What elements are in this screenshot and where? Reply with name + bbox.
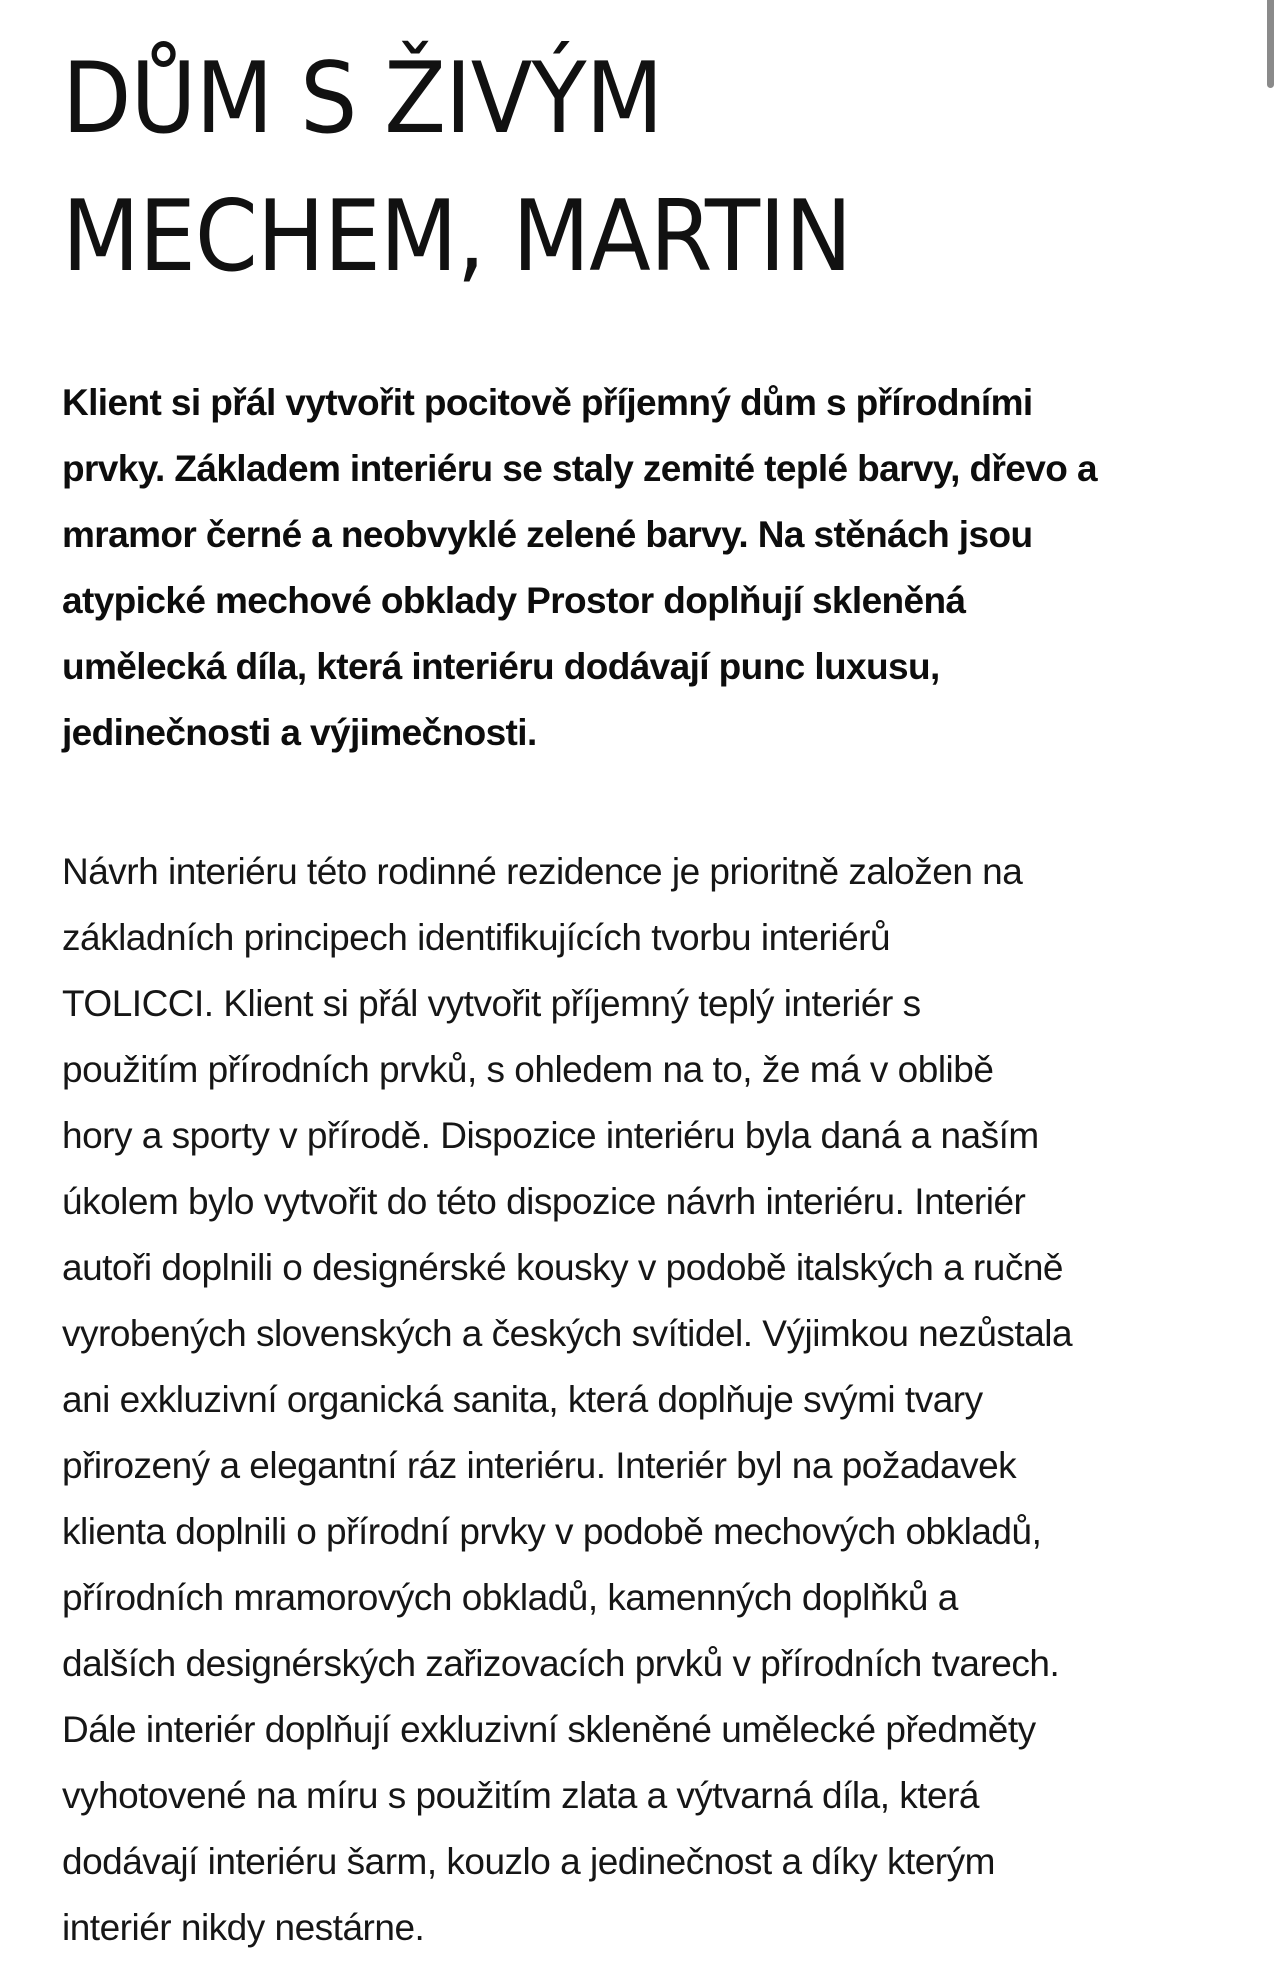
title-line: MECHEM, MARTIN [62, 180, 852, 294]
body-line: Dále interiér doplňují exkluzivní skleněné umělecké předměty [62, 1709, 1036, 1750]
body-line: autoři doplnili o designérské kousky v podobě italských a ručně [62, 1247, 1063, 1288]
body-line: vyhotovené na míru s použitím zlata a výtvarná díla, která [62, 1775, 980, 1816]
lead-line: Klient si přál vytvořit pocitově příjemný dům s přírodními [62, 382, 1033, 423]
lead-line: jedinečnosti a výjimečnosti. [62, 712, 537, 753]
body-line: interiér nikdy nestárne. [62, 1907, 425, 1948]
body-line: dodávají interiéru šarm, kouzlo a jedinečnost a díky kterým [62, 1841, 995, 1882]
body-paragraph [62, 839, 1072, 1961]
body-line: použitím přírodních prvků, s ohledem na to, že má v oblibě [62, 1049, 994, 1090]
body-line: přírodních mramorových obkladů, kamenných doplňků a [62, 1577, 958, 1618]
body-line: TOLICCI. Klient si přál vytvořit příjemný teplý interiér s [62, 983, 921, 1024]
body-line: dalších designérských zařizovacích prvků v přírodních tvarech. [62, 1643, 1060, 1684]
lead-paragraph [62, 370, 1097, 766]
lead-line: atypické mechové obklady Prostor doplňují skleněná [62, 580, 966, 621]
body-line: Návrh interiéru této rodinné rezidence je prioritně založen na [62, 851, 1023, 892]
lead-line: umělecká díla, která interiéru dodávají punc luxusu, [62, 646, 940, 687]
body-line: klienta doplnili o přírodní prvky v podobě mechových obkladů, [62, 1511, 1042, 1552]
body-line: přirozený a elegantní ráz interiéru. Interiér byl na požadavek [62, 1445, 1017, 1486]
scrollbar-thumb[interactable] [1267, 0, 1274, 88]
page-title [62, 30, 851, 306]
body-line: vyrobených slovenských a českých svítidel. Výjimkou nezůstala [62, 1313, 1073, 1354]
title-line: DŮM S ŽIVÝM [62, 42, 663, 156]
lead-line: mramor černé a neobvyklé zelené barvy. Na stěnách jsou [62, 514, 1033, 555]
body-line: hory a sporty v přírodě. Dispozice interiéru byla daná a naším [62, 1115, 1039, 1156]
body-line: úkolem bylo vytvořit do této dispozice návrh interiéru. Interiér [62, 1181, 1026, 1222]
lead-line: prvky. Základem interiéru se staly zemité teplé barvy, dřevo a [62, 448, 1097, 489]
body-line: základních principech identifikujících tvorbu interiérů [62, 917, 891, 958]
body-line: ani exkluzivní organická sanita, která doplňuje svými tvary [62, 1379, 983, 1420]
